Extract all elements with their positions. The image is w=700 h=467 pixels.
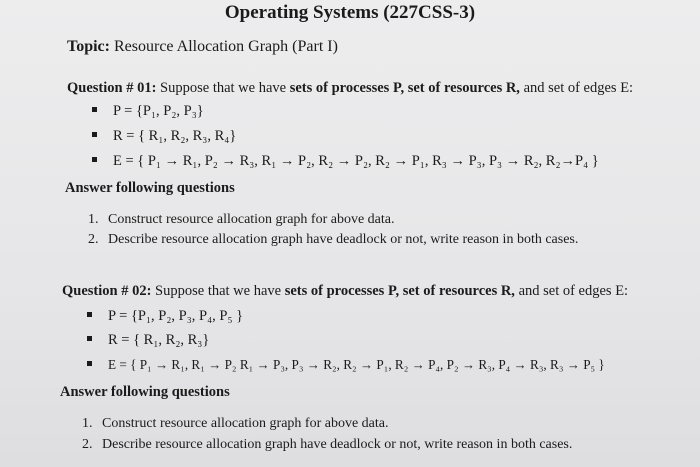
bullet-text: R = { R₁, R₂, R₃, R₄} xyxy=(113,128,237,144)
question-1-bullet-r xyxy=(92,128,236,145)
question-2-label: Question # 02: xyxy=(62,283,152,299)
item-number: 2. xyxy=(82,437,93,452)
question-1-text-a: Suppose that we have xyxy=(156,80,290,96)
item-text: Describe resource allocation graph have deadlock or not, write reason in both cases. xyxy=(102,437,573,452)
question-2-text-a: Suppose that we have xyxy=(151,283,285,299)
bullet-text: E = { P₁ → R₁, R₁ → P₂ R₁ → P₃, P₃ → R₂, R₂ → P₁, R₂ → P₄, P₂ → R₃, P₄ → R₃, R₃ → P₅ } xyxy=(108,357,605,372)
question-2-item-1 xyxy=(82,416,389,432)
question-1-answer-heading: Answer following questions xyxy=(65,180,235,196)
question-1-item-1 xyxy=(88,212,395,228)
item-text: Construct resource allocation graph for above data. xyxy=(108,212,395,227)
bullet-text: P = {P₁, P₂, P₃, P₄, P₅ } xyxy=(108,308,244,324)
bullet-text: E = { P₁ → R₁, P₂ → R₃, R₁ → P₂, R₂ → P₂, R₂ → P₁, R₃ → P₃, P₃ → R₂, R₂→P₄ } xyxy=(113,153,599,169)
item-text: Describe resource allocation graph have deadlock or not, write reason in both cases. xyxy=(108,232,579,247)
page-title: Operating Systems (227CSS-3) xyxy=(224,2,476,23)
bullet-icon xyxy=(92,107,97,112)
bullet-icon xyxy=(92,157,97,162)
question-1-text-b: sets of processes P, set of resources R, xyxy=(289,80,520,96)
question-2-answer-heading: Answer following questions xyxy=(60,384,230,400)
bullet-text: P = {P₁, P₂, P₃} xyxy=(113,103,204,119)
question-2-bullet-e xyxy=(87,357,605,373)
question-1-label: Question # 01: xyxy=(67,80,157,96)
bullet-icon xyxy=(87,336,92,341)
question-1-statement xyxy=(67,80,633,97)
question-2-statement xyxy=(62,283,628,300)
bullet-icon xyxy=(92,132,97,137)
question-2-bullet-r xyxy=(87,332,209,349)
question-2-text-b: sets of processes P, set of resources R, xyxy=(284,283,515,299)
question-2-text-c: and set of edges E: xyxy=(514,283,629,299)
item-number: 2. xyxy=(88,232,99,247)
question-1-text-c: and set of edges E: xyxy=(519,80,634,96)
bullet-text: R = { R₁, R₂, R₃} xyxy=(108,332,210,348)
question-1-bullet-p xyxy=(92,103,204,120)
bullet-icon xyxy=(87,361,92,366)
question-1-item-2 xyxy=(88,232,578,248)
question-1-bullet-e xyxy=(92,153,599,170)
item-number: 1. xyxy=(82,416,93,431)
topic-label: Topic: xyxy=(67,38,110,55)
question-2-item-2 xyxy=(82,437,572,453)
question-2-bullet-p xyxy=(87,308,243,325)
item-text: Construct resource allocation graph for above data. xyxy=(102,416,389,431)
topic-text: Resource Allocation Graph (Part I) xyxy=(109,38,338,55)
bullet-icon xyxy=(87,312,92,317)
topic-line xyxy=(67,38,338,56)
item-number: 1. xyxy=(88,212,99,227)
